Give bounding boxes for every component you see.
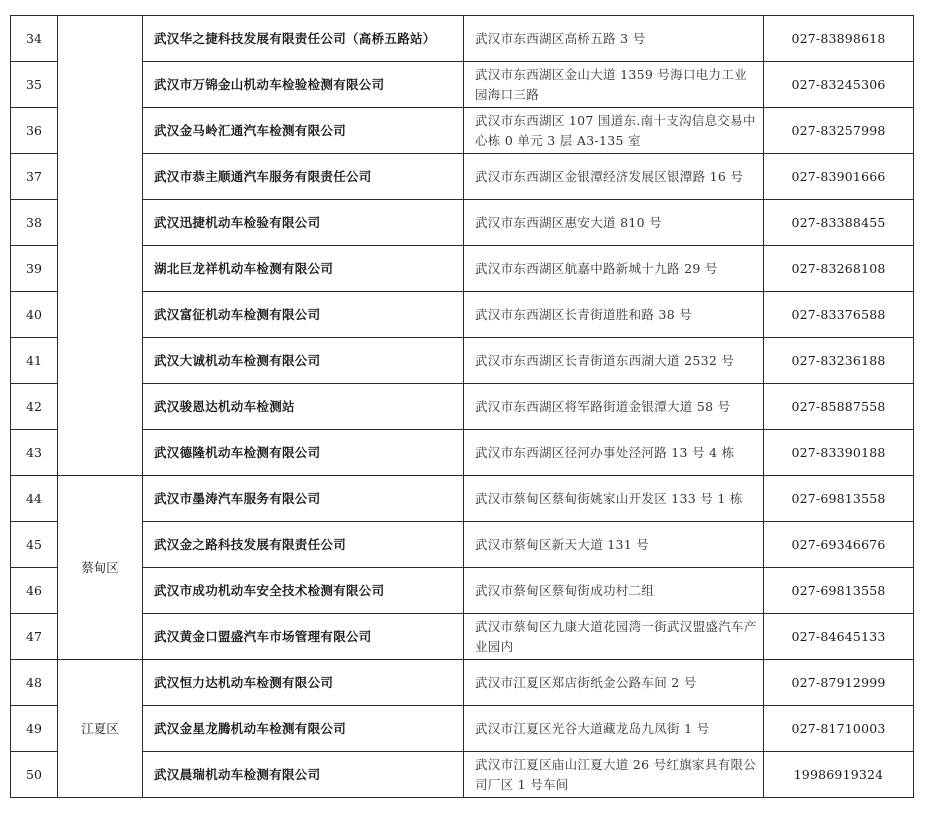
phone-cell: 027-84645133 bbox=[764, 614, 914, 660]
phone-cell: 027-81710003 bbox=[764, 706, 914, 752]
phone-cell: 027-83245306 bbox=[764, 62, 914, 108]
phone-cell: 027-85887558 bbox=[764, 384, 914, 430]
row-number-cell: 44 bbox=[11, 476, 58, 522]
row-number-cell: 39 bbox=[11, 246, 58, 292]
district-cell: 蔡甸区 bbox=[58, 476, 143, 660]
row-number-cell: 46 bbox=[11, 568, 58, 614]
address-cell: 武汉市东西湖区长青街道东西湖大道 2532 号 bbox=[464, 338, 764, 384]
row-number-cell: 50 bbox=[11, 752, 58, 798]
table-row bbox=[11, 706, 914, 752]
table-row bbox=[11, 568, 914, 614]
table-row bbox=[11, 16, 914, 62]
company-name-cell: 武汉市恭主顺通汽车服务有限责任公司 bbox=[143, 154, 464, 200]
address-cell: 武汉市东西湖区金山大道 1359 号海口电力工业园海口三路 bbox=[464, 62, 764, 108]
company-name-cell: 武汉晨瑞机动车检测有限公司 bbox=[143, 752, 464, 798]
phone-cell: 027-87912999 bbox=[764, 660, 914, 706]
row-number-cell: 42 bbox=[11, 384, 58, 430]
address-cell: 武汉市蔡甸区蔡甸街姚家山开发区 133 号 1 栋 bbox=[464, 476, 764, 522]
table-row bbox=[11, 476, 914, 522]
address-cell: 武汉市东西湖区 107 国道东.南十支沟信息交易中心栋 0 单元 3 层 A3-135 室 bbox=[464, 108, 764, 154]
table-body bbox=[11, 16, 914, 798]
inspection-station-table bbox=[10, 15, 914, 798]
company-name-cell: 武汉骏恩达机动车检测站 bbox=[143, 384, 464, 430]
phone-cell: 027-83236188 bbox=[764, 338, 914, 384]
address-cell: 武汉市东西湖区惠安大道 810 号 bbox=[464, 200, 764, 246]
address-cell: 武汉市东西湖区长青街道胜和路 38 号 bbox=[464, 292, 764, 338]
phone-cell: 027-83901666 bbox=[764, 154, 914, 200]
phone-cell: 027-83390188 bbox=[764, 430, 914, 476]
table-row bbox=[11, 200, 914, 246]
company-name-cell: 武汉大诚机动车检测有限公司 bbox=[143, 338, 464, 384]
company-name-cell: 武汉恒力达机动车检测有限公司 bbox=[143, 660, 464, 706]
phone-cell: 027-83268108 bbox=[764, 246, 914, 292]
row-number-cell: 48 bbox=[11, 660, 58, 706]
row-number-cell: 38 bbox=[11, 200, 58, 246]
company-name-cell: 湖北巨龙祥机动车检测有限公司 bbox=[143, 246, 464, 292]
company-name-cell: 武汉市万锦金山机动车检验检测有限公司 bbox=[143, 62, 464, 108]
phone-cell: 027-83257998 bbox=[764, 108, 914, 154]
company-name-cell: 武汉金之路科技发展有限责任公司 bbox=[143, 522, 464, 568]
row-number-cell: 49 bbox=[11, 706, 58, 752]
table-row bbox=[11, 660, 914, 706]
company-name-cell: 武汉金星龙腾机动车检测有限公司 bbox=[143, 706, 464, 752]
phone-cell: 027-69813558 bbox=[764, 568, 914, 614]
table-row bbox=[11, 430, 914, 476]
district-cell bbox=[58, 16, 143, 476]
address-cell: 武汉市江夏区庙山江夏大道 26 号红旗家具有限公司厂区 1 号车间 bbox=[464, 752, 764, 798]
table-row bbox=[11, 62, 914, 108]
company-name-cell: 武汉黄金口盟盛汽车市场管理有限公司 bbox=[143, 614, 464, 660]
row-number-cell: 36 bbox=[11, 108, 58, 154]
phone-cell: 19986919324 bbox=[764, 752, 914, 798]
table-row bbox=[11, 108, 914, 154]
row-number-cell: 45 bbox=[11, 522, 58, 568]
table-row bbox=[11, 338, 914, 384]
row-number-cell: 40 bbox=[11, 292, 58, 338]
table-row bbox=[11, 384, 914, 430]
row-number-cell: 35 bbox=[11, 62, 58, 108]
row-number-cell: 34 bbox=[11, 16, 58, 62]
table-row bbox=[11, 752, 914, 798]
address-cell: 武汉市蔡甸区蔡甸街成功村二组 bbox=[464, 568, 764, 614]
address-cell: 武汉市蔡甸区九康大道花园湾一街武汉盟盛汽车产业园内 bbox=[464, 614, 764, 660]
district-cell: 江夏区 bbox=[58, 660, 143, 798]
company-name-cell: 武汉富征机动车检测有限公司 bbox=[143, 292, 464, 338]
company-name-cell: 武汉迅捷机动车检验有限公司 bbox=[143, 200, 464, 246]
company-name-cell: 武汉华之捷科技发展有限责任公司（高桥五路站） bbox=[143, 16, 464, 62]
row-number-cell: 47 bbox=[11, 614, 58, 660]
address-cell: 武汉市蔡甸区新天大道 131 号 bbox=[464, 522, 764, 568]
table-row bbox=[11, 522, 914, 568]
phone-cell: 027-83388455 bbox=[764, 200, 914, 246]
table-row bbox=[11, 614, 914, 660]
address-cell: 武汉市东西湖区将军路街道金银潭大道 58 号 bbox=[464, 384, 764, 430]
table-row bbox=[11, 154, 914, 200]
row-number-cell: 43 bbox=[11, 430, 58, 476]
company-name-cell: 武汉市成功机动车安全技术检测有限公司 bbox=[143, 568, 464, 614]
table-row bbox=[11, 292, 914, 338]
phone-cell: 027-83376588 bbox=[764, 292, 914, 338]
address-cell: 武汉市东西湖区高桥五路 3 号 bbox=[464, 16, 764, 62]
company-name-cell: 武汉金马岭汇通汽车检测有限公司 bbox=[143, 108, 464, 154]
table-row bbox=[11, 246, 914, 292]
phone-cell: 027-69813558 bbox=[764, 476, 914, 522]
address-cell: 武汉市东西湖区金银潭经济发展区银潭路 16 号 bbox=[464, 154, 764, 200]
address-cell: 武汉市江夏区光谷大道藏龙岛九凤街 1 号 bbox=[464, 706, 764, 752]
address-cell: 武汉市江夏区郑店街纸金公路车间 2 号 bbox=[464, 660, 764, 706]
address-cell: 武汉市东西湖区径河办事处泾河路 13 号 4 栋 bbox=[464, 430, 764, 476]
row-number-cell: 37 bbox=[11, 154, 58, 200]
row-number-cell: 41 bbox=[11, 338, 58, 384]
phone-cell: 027-83898618 bbox=[764, 16, 914, 62]
address-cell: 武汉市东西湖区航嘉中路新城十九路 29 号 bbox=[464, 246, 764, 292]
company-name-cell: 武汉德隆机动车检测有限公司 bbox=[143, 430, 464, 476]
company-name-cell: 武汉市墨涛汽车服务有限公司 bbox=[143, 476, 464, 522]
phone-cell: 027-69346676 bbox=[764, 522, 914, 568]
